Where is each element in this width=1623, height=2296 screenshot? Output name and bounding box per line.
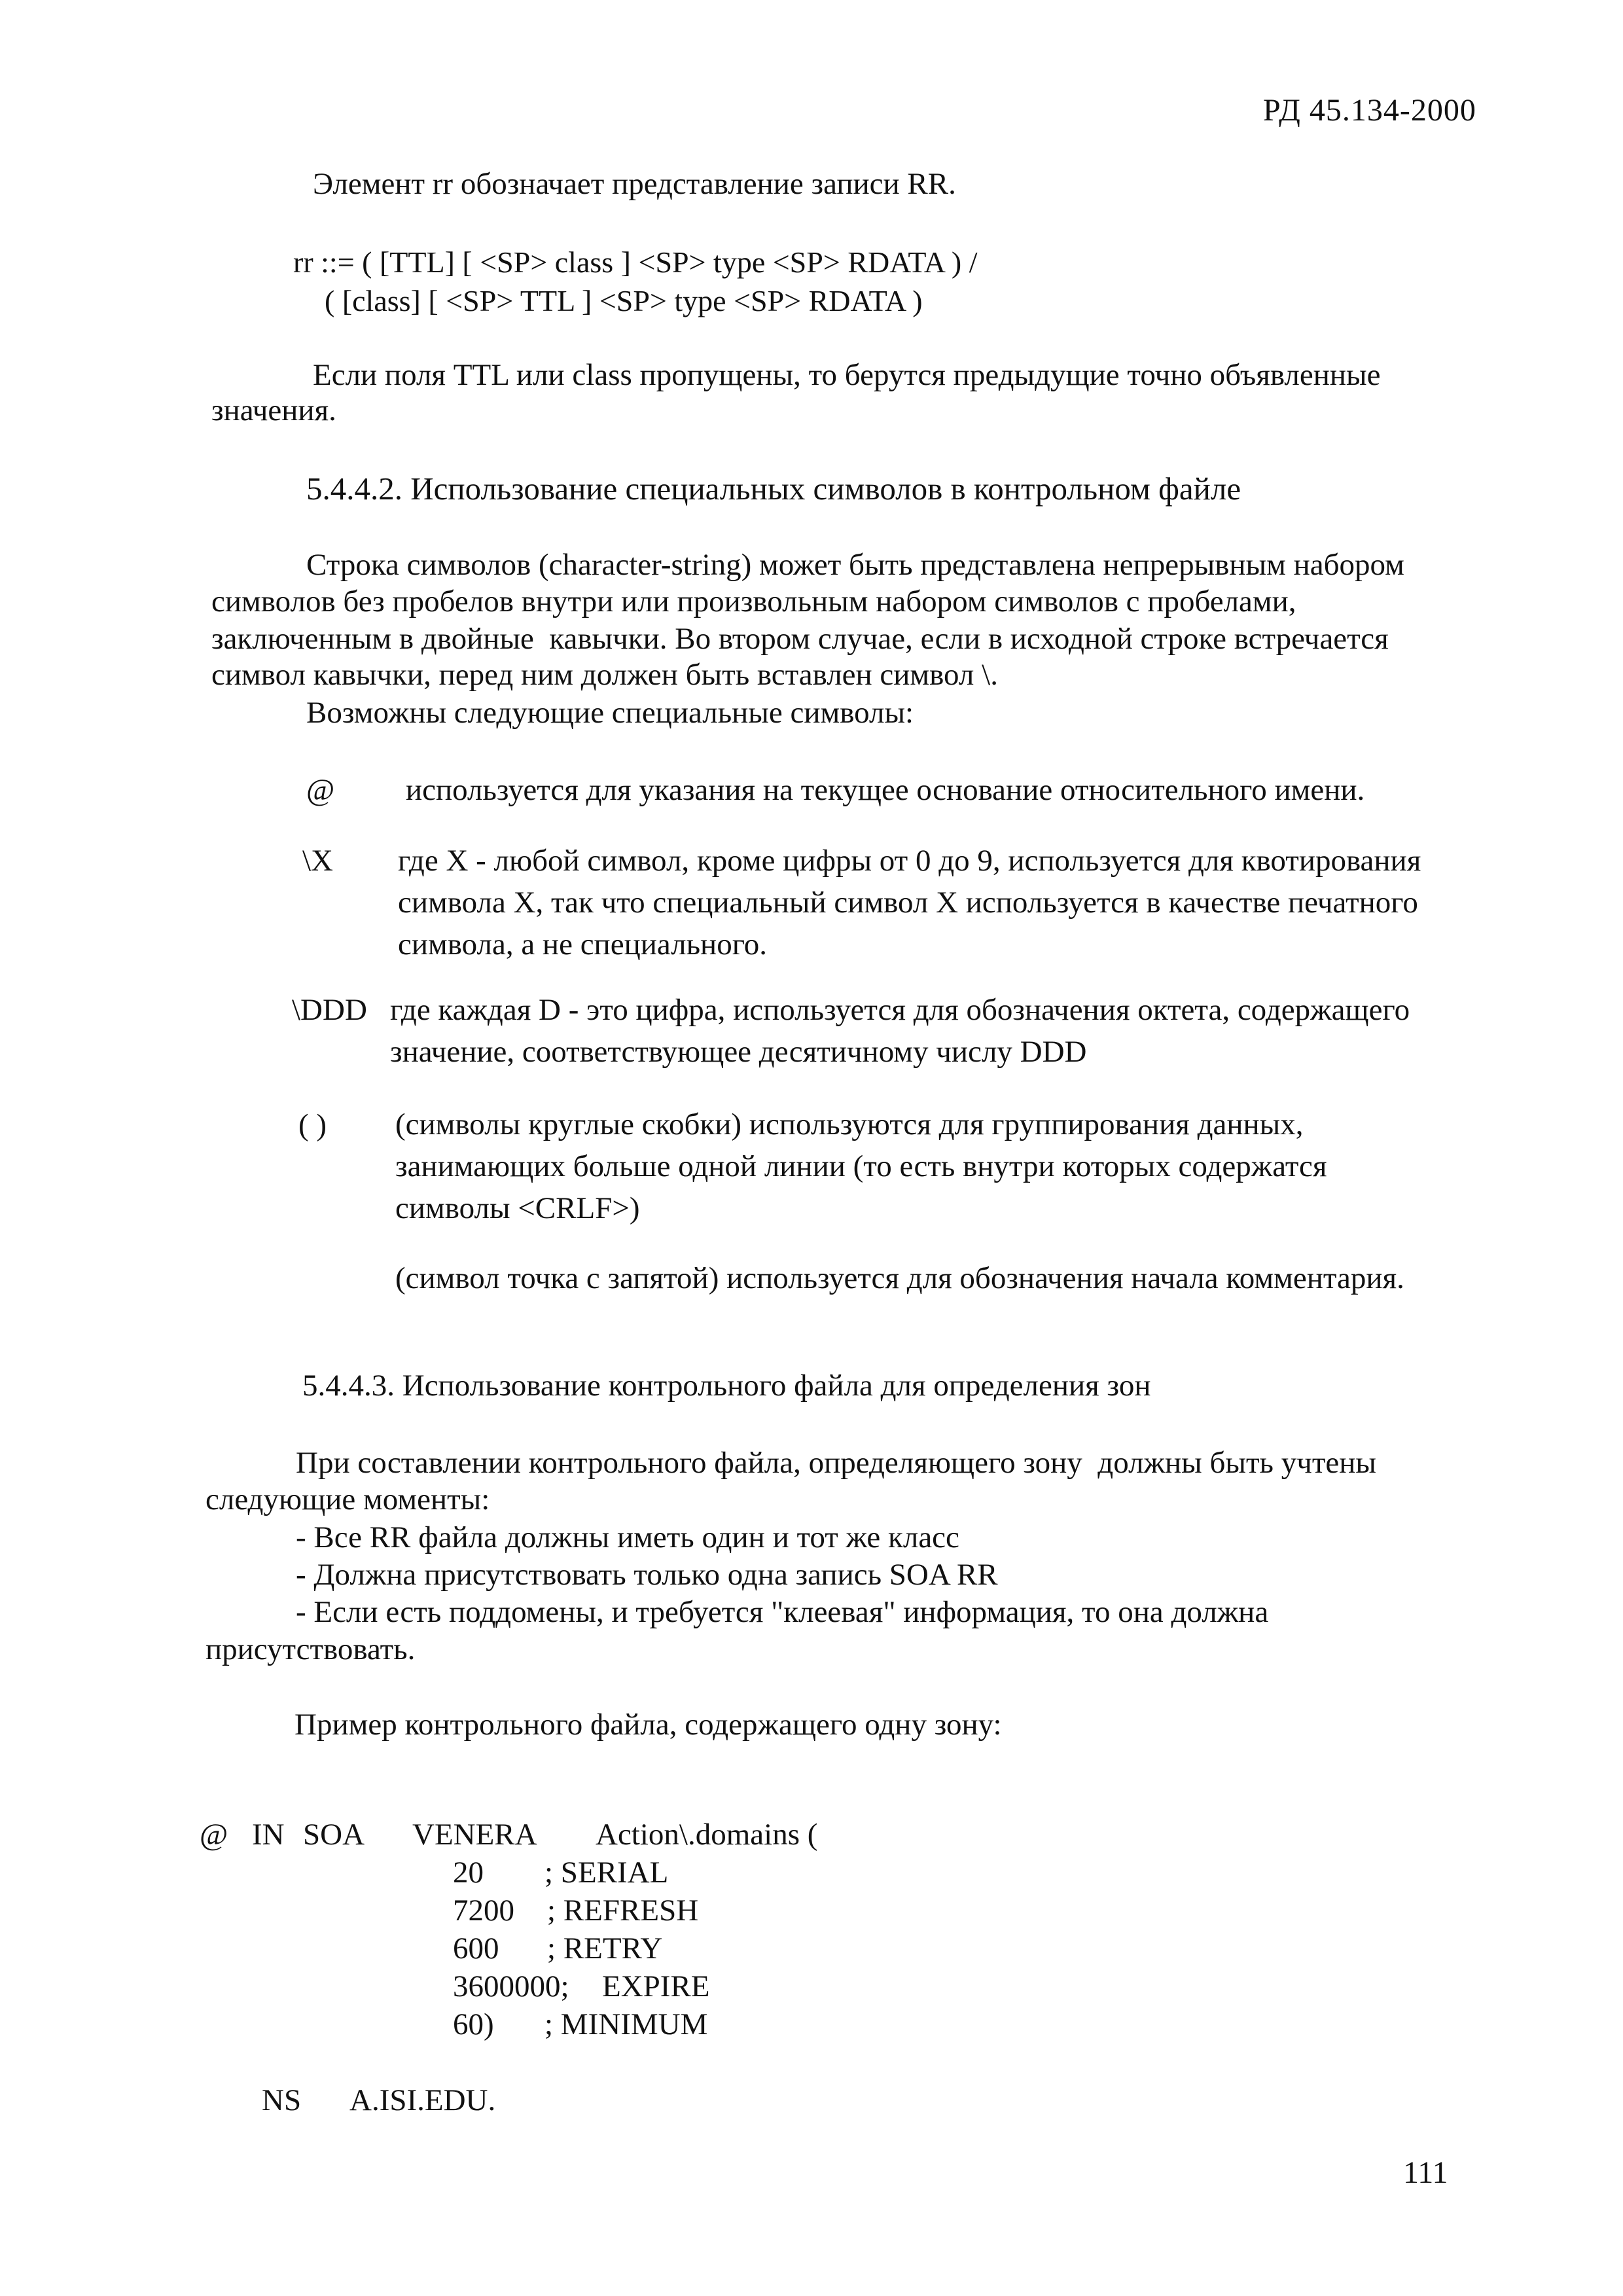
grammar-line-1: rr ::= ( [TTL] [ <SP> class ] <SP> type <SP> RDATA ) / [293, 245, 978, 279]
section-5442-heading: 5.4.4.2. Использование специальных символов в контрольном файле [306, 471, 1241, 507]
soa-comment: EXPIRE [602, 1969, 710, 2003]
soa-type: SOA [303, 1818, 365, 1852]
ns-target: A.ISI.EDU. [349, 2083, 496, 2117]
soa-comment: ; MINIMUM [544, 2007, 708, 2041]
symbol-description: где X - любой символ, кроме цифры от 0 до 9, используется для квотирования символа X, так что специальный символ X используется в качестве печатного символа, а не специального. [398, 844, 1421, 961]
soa-mailbox: Action\.domains ( [596, 1818, 818, 1852]
section-5442-para-line-1: Строка символов (character-string) может быть представлена непрерывным набором [306, 548, 1404, 582]
soa-value: 20 [453, 1856, 484, 1890]
symbol-label: @ [306, 773, 335, 807]
section-5443-intro-line-1: При составлении контрольного файла, определяющего зону должны быть учтены [296, 1446, 1376, 1480]
example-intro: Пример контрольного файла, содержащего одну зону: [294, 1708, 1002, 1742]
rr-definition-text: Элемент rr обозначает представление записи RR. [313, 167, 956, 201]
ns-type: NS [262, 2083, 302, 2117]
soa-value: 60) [453, 2007, 494, 2041]
symbol-description: используется для указания на текущее основание относительного имени. [406, 773, 1365, 807]
soa-comment: ; REFRESH [547, 1893, 699, 1928]
symbol-description: (символы круглые скобки) используются для группирования данных, занимающих больше одной линии (то есть внутри которых содержатся символы <CRLF>) [395, 1107, 1327, 1225]
bullet-item: - Все RR файла должны иметь один и тот же класс [296, 1520, 959, 1554]
soa-value: 600 [453, 1931, 499, 1965]
bullet-tail: присутствовать. [205, 1632, 416, 1666]
section-5442-para-line-4: символ кавычки, перед ним должен быть вставлен символ \. [211, 658, 998, 692]
possible-symbols-text: Возможны следующие специальные символы: [306, 696, 914, 730]
note-line-1: Если поля TTL или class пропущены, то берутся предыдущие точно объявленные [313, 358, 1381, 392]
bullet-item: - Если есть поддомены, и требуется "клеевая" информация, то она должна [296, 1595, 1269, 1629]
symbol-label: \DDD [292, 993, 367, 1027]
soa-value: 7200 [453, 1893, 514, 1928]
page-number: 111 [1403, 2155, 1448, 2190]
section-5442-para-line-2: символов без пробелов внутри или произвольным набором символов с пробелами, [211, 584, 1296, 619]
grammar-line-2: ( [class] [ <SP> TTL ] <SP> type <SP> RDATA ) [325, 284, 923, 317]
soa-value: 3600000; [453, 1969, 569, 2003]
symbol-description: где каждая D - это цифра, используется для обозначения октета, содержащего значение, соответствующее десятичному числу DDD [390, 993, 1410, 1069]
symbol-label: ( ) [298, 1108, 327, 1142]
note-line-2: значения. [211, 393, 336, 427]
soa-comment: ; RETRY [547, 1931, 663, 1965]
bullet-item: - Должна присутствовать только одна запись SOA RR [296, 1558, 998, 1592]
symbol-description: (символ точка с запятой) используется для обозначения начала комментария. [395, 1261, 1404, 1295]
soa-origin: @ [200, 1818, 228, 1852]
document-code: РД 45.134-2000 [1263, 93, 1476, 128]
symbol-label: \X [302, 844, 333, 878]
section-5443-heading: 5.4.4.3. Использование контрольного файла для определения зон [302, 1369, 1151, 1403]
soa-comment: ; SERIAL [544, 1856, 669, 1890]
section-5442-para-line-3: заключенным в двойные кавычки. Во втором случае, если в исходной строке встречается [211, 622, 1389, 656]
soa-host: VENERA [412, 1818, 537, 1852]
soa-class: IN [252, 1818, 285, 1852]
section-5443-intro-line-2: следующие моменты: [205, 1482, 490, 1516]
